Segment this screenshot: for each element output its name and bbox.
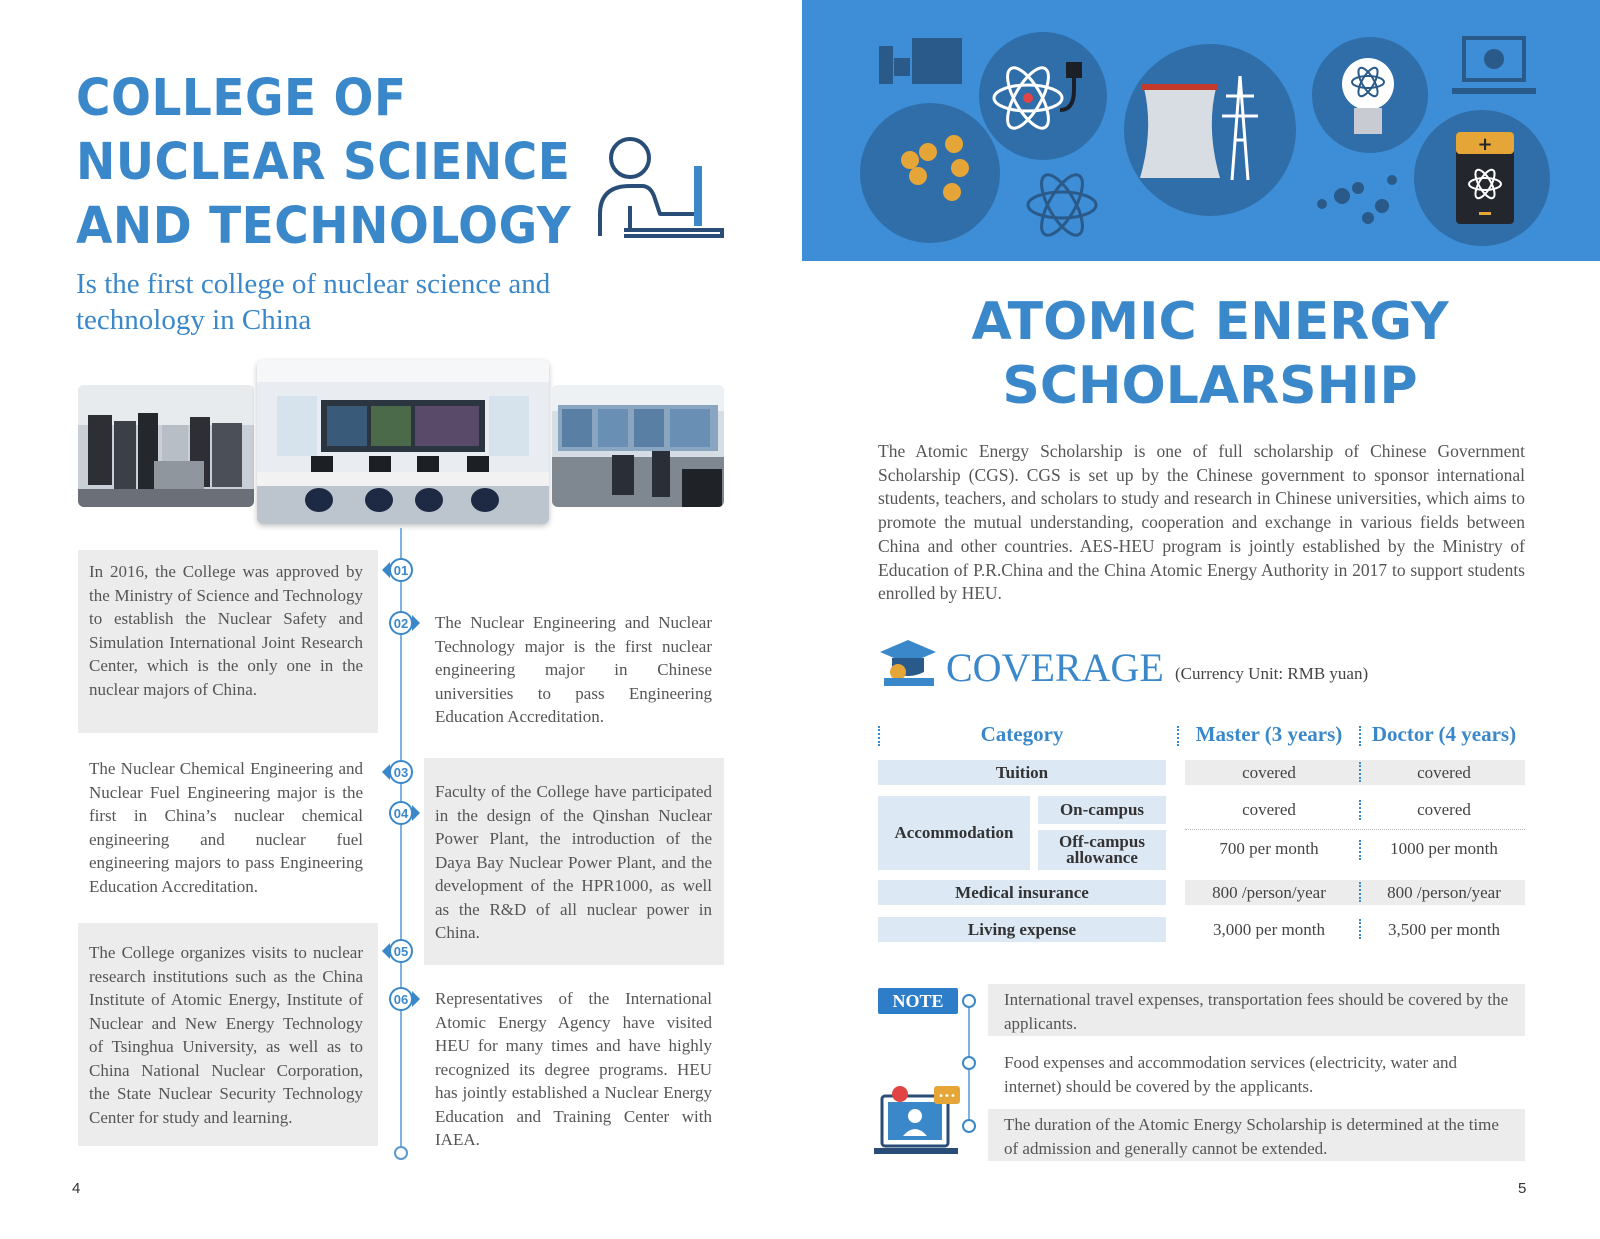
scholarship-title-line-2: SCHOLARSHIP [1002,356,1418,416]
note-text-1: International travel expenses, transportation fees should be covered by the applicants. [1004,990,1509,1033]
cell-separator [1359,762,1361,782]
note-dot [962,1119,976,1133]
svg-text:05: 05 [393,944,409,959]
college-subtitle: Is the first college of nuclear science and technology in China [76,268,551,336]
header-separator [1177,726,1179,746]
medical-doctor: 800 /person/year [1387,882,1501,902]
living-doctor: 3,500 per month [1388,919,1500,939]
row-divider [1185,829,1525,830]
row-label-tuition: Tuition [878,760,1166,785]
header-separator [1359,726,1361,746]
row-label-off-campus [1038,830,1166,870]
row-label-living: Living expense [878,917,1166,942]
header-category: Category [980,722,1064,746]
row-label-accommodation: Accommodation [878,796,1030,870]
simulator-room-photo [552,385,724,507]
off-campus-master: 700 per month [1219,839,1319,858]
timeline-marker-right-04 [388,799,422,827]
svg-text:04: 04 [393,806,409,821]
medical-master: 800 /person/year [1212,882,1326,902]
college-title-line-1: COLLEGE OF [76,68,407,128]
cell-separator [1359,840,1361,860]
graduation-cap-icon [878,636,940,688]
tuition-master: covered [1242,762,1296,782]
note-dot [962,994,976,1008]
scholarship-title [820,290,1600,418]
college-title [76,64,596,256]
svg-text:02: 02 [393,616,409,631]
page-number-left: 4 [72,1180,81,1197]
tuition-doctor: covered [1417,762,1471,782]
control-room-photo [257,360,549,524]
cell-separator [1359,882,1361,902]
off-campus-doctor: 1000 per month [1390,839,1498,858]
row-label-on-campus: On-campus [1038,796,1166,824]
timeline-marker-left-03 [380,758,414,786]
svg-text:01: 01 [393,563,409,578]
online-student-icon [874,1086,964,1162]
svg-text:06: 06 [393,992,409,1007]
row-label-medical: Medical insurance [878,880,1166,905]
note-tag: NOTE [878,988,958,1014]
currency-unit: (Currency Unit: RMB yuan) [1175,664,1369,683]
svg-text:03: 03 [393,765,409,780]
timeline-end-dot [394,1146,408,1160]
timeline-text-05: The College organizes visits to nuclear research institutions such as the China Institute of Atomic Energy, Institute of Nuclear and New Energy Technology of Tsinghua University, as well as to China National Nuclear Corporation, the State Nuclear Security Technology Center for study and learning. [89,943,363,1127]
off-campus-label-line-1: Off-campus [1059,832,1145,851]
timeline-text-02: The Nuclear Engineering and Nuclear Technology major is the first nuclear engineering major in Chinese universities to pass Engineering Education Accreditation. [435,613,712,726]
cell-separator [1359,919,1361,939]
timeline-marker-left-01 [380,556,414,584]
on-campus-doctor: covered [1417,800,1471,819]
students-lab-photo [78,385,254,507]
living-master: 3,000 per month [1213,919,1325,939]
header-master: Master (3 years) [1195,722,1343,746]
cell-separator [1359,800,1361,820]
scholarship-title-line-1: ATOMIC ENERGY [971,292,1449,352]
college-title-line-3: AND TECHNOLOGY [76,196,572,256]
coverage-heading: COVERAGE [946,645,1164,690]
note-dot [962,1056,976,1070]
timeline-text-06: Representatives of the International Atomic Energy Agency have visited HEU for many times and have highly recognized its degree programs. HEU has jointly established a Nuclear Energy Education and Training Center with IAEA. [435,989,712,1149]
timeline-text-01: In 2016, the College was approved by the Ministry of Science and Technology to establish the Nuclear Safety and Simulation International Joint Research Center, which is the only one in the nuclear majors of China. [89,562,363,699]
person-laptop-icon [594,134,728,244]
note-text-2: Food expenses and accommodation services (electricity, water and internet) should be covered by the applicants. [1004,1053,1458,1096]
timeline-marker-right-02 [388,609,422,637]
page-number-right: 5 [1518,1180,1527,1197]
on-campus-master: covered [1242,800,1296,819]
college-title-line-2: NUCLEAR SCIENCE [76,132,571,192]
scholarship-intro: The Atomic Energy Scholarship is one of full scholarship of Chinese Government Scholarship (CGS). CGS is set up by the Chinese government to sponsor international students, teachers, and scholars to study and research in Chinese universities, which aims to promote the mutual understanding, cooperation and exchange in various fields between China and other countries. AES-HEU program is jointly established by the Ministry of Education of P.R.China and the China Atomic Energy Authority in 2017 to support students enrolled by HEU. [878,441,1525,604]
timeline-text-03: The Nuclear Chemical Engineering and Nuclear Fuel Engineering major is the first in China’s nuclear chemical engineering and nuclear fuel engineering majors to pass Engineering Education Accreditation. [89,759,363,896]
svg-text:•••: ••• [938,1091,956,1102]
timeline-marker-right-06 [388,985,422,1013]
off-campus-label-line-2: allowance [1066,848,1138,867]
timeline-text-04: Faculty of the College have participated in the design of the Qinshan Nuclear Power Plant, the introduction of the Daya Bay Nuclear Power Plant, and the development of the HPR1000, as well as the R&D of all nuclear power in China. [435,782,712,942]
timeline-marker-left-05 [380,937,414,965]
energy-banner [802,0,1600,261]
header-doctor: Doctor (4 years) [1371,722,1517,746]
note-text-3: The duration of the Atomic Energy Scholarship is determined at the time of admission and generally cannot be extended. [1004,1115,1499,1158]
svg-text:+: + [1477,134,1493,155]
